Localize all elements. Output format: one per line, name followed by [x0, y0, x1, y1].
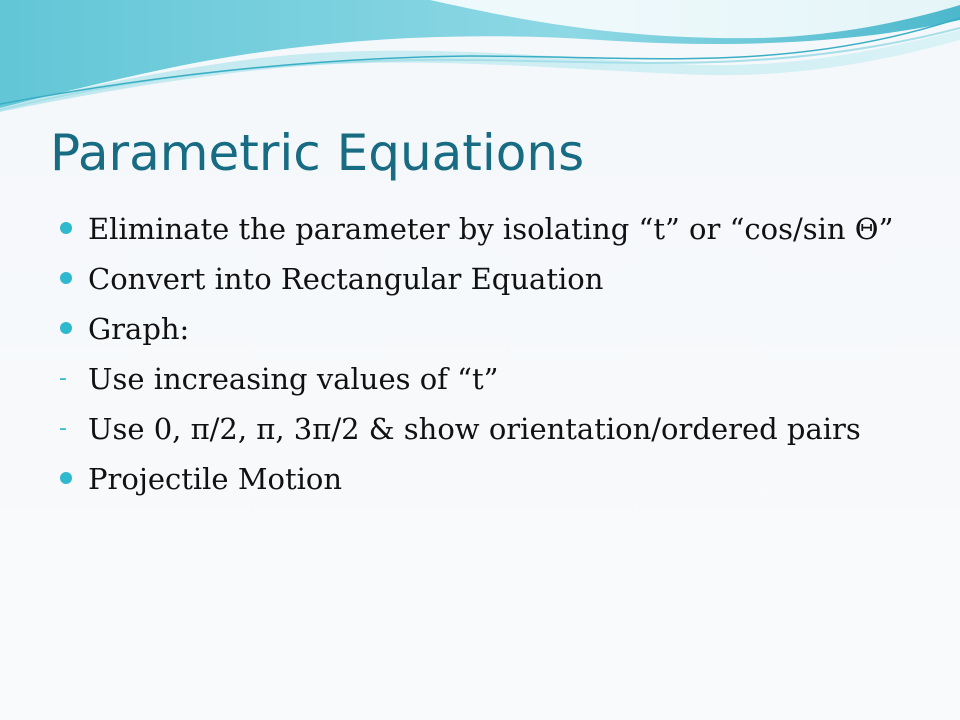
slide-title: Parametric Equations — [50, 124, 585, 182]
sub-item-text: Use increasing values of “t” — [88, 362, 499, 396]
header-wave-decoration — [0, 0, 960, 120]
round-bullet-icon — [60, 272, 72, 284]
sub-item-increasing-values — [56, 354, 936, 404]
bullet-text: Eliminate the parameter by isolating “t” or “cos/sin Θ” — [88, 212, 894, 246]
round-bullet-icon — [60, 472, 72, 484]
bullet-list — [56, 204, 936, 504]
dash-marker-icon: - — [59, 365, 67, 391]
round-bullet-icon — [60, 322, 72, 334]
bullet-text: Convert into Rectangular Equation — [88, 262, 604, 296]
bullet-item-graph — [56, 304, 936, 354]
bullet-item-convert-rectangular — [56, 254, 936, 304]
bullet-text: Projectile Motion — [88, 462, 343, 496]
round-bullet-icon — [60, 222, 72, 234]
bullet-item-projectile-motion — [56, 454, 936, 504]
bullet-text: Graph: — [88, 312, 190, 346]
sub-item-text: Use 0, π/2, π, 3π/2 & show orientation/ordered pairs — [88, 412, 861, 446]
sub-item-use-angles — [56, 404, 936, 454]
bullet-item-eliminate-parameter — [56, 204, 936, 254]
dash-marker-icon: - — [59, 415, 67, 441]
